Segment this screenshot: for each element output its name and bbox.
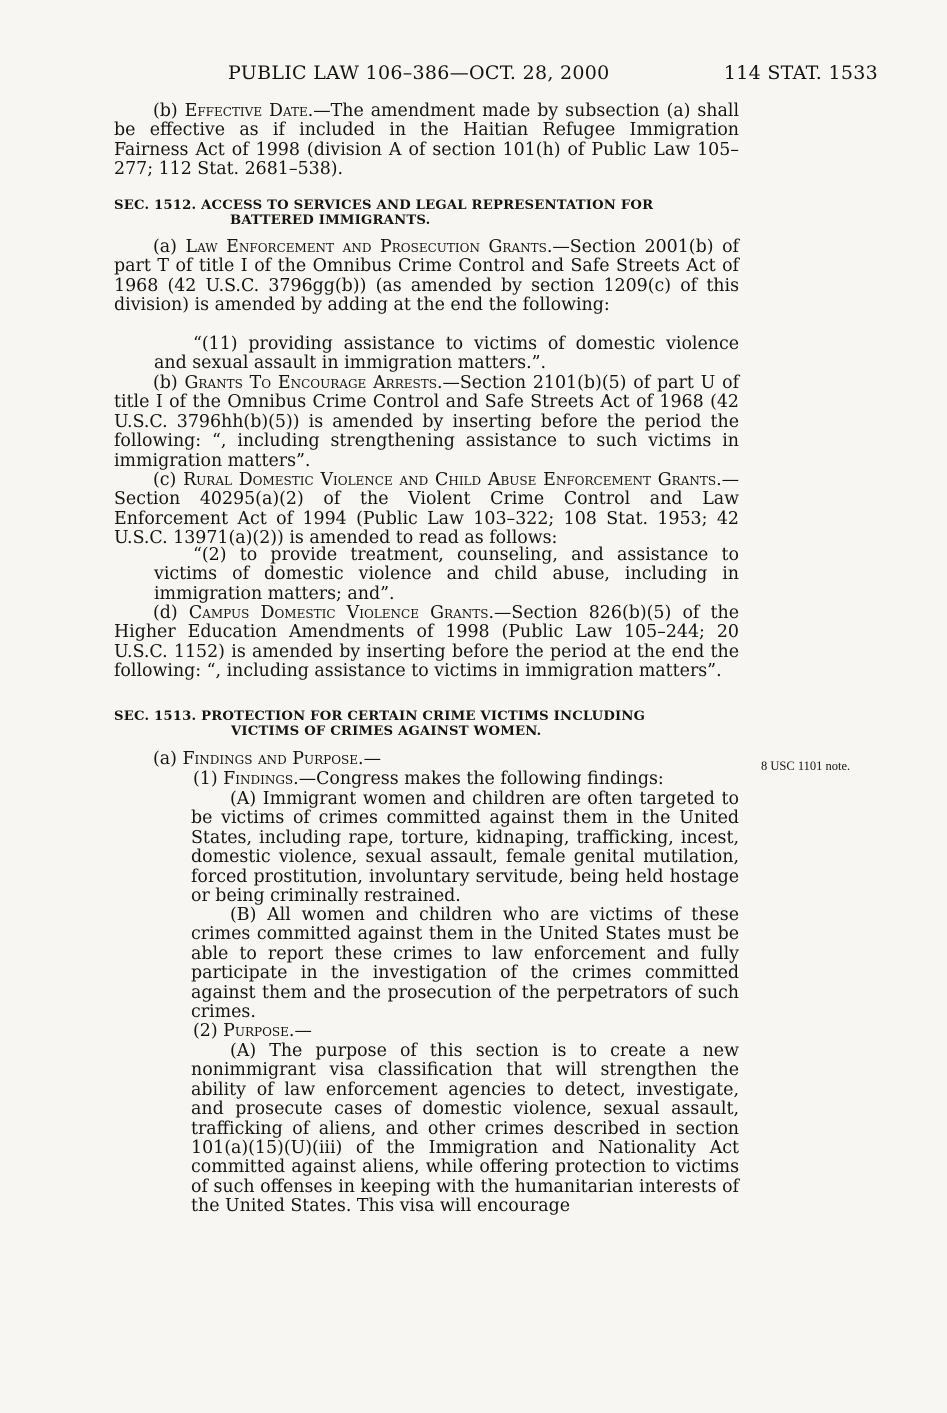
finding-B: (B) All women and children who are victims of these crimes committed against them in the United States must be able to report these crimes to law enforcement and fully participate in the investigation of the crimes committed against them and the prosecution of the perpetrators of such crimes. <box>191 905 739 1023</box>
quoted-paragraph-2: “(2) to provide treatment, counseling, and assistance to victims of domestic violence and child abuse, including in immigration matters; and”. <box>154 545 739 604</box>
quoted-paragraph-11: “(11) providing assistance to victims of domestic violence and sexual assault in immigration matters.”. <box>154 334 739 374</box>
finding-A: (A) Immigrant women and children are often targeted to be victims of crimes committed against them in the United States, including rape, torture, kidnaping, trafficking, incest, domestic violence, sexual assault, female genital mutilation, forced prostitution, involuntary servitude, being held hostage or being criminally restrained. <box>191 789 739 907</box>
purpose-A: (A) The purpose of this section is to create a new nonimmigrant visa classification that will strengthen the ability of law enforcement agencies to detect, investigate, and prosecute cases of domestic violence, sexual assault, trafficking of aliens, and other crimes described in section 101(a)(15)(U)(iii) of the Immigration and Nationality Act committed against aliens, while offering protection to victims of such offenses in keeping with the humanitarian interests of the United States. This visa will encourage <box>191 1041 739 1217</box>
section-1513-heading: SEC. 1513. PROTECTION FOR CERTAIN CRIME VICTIMS INCLUDING VICTIMS OF CRIMES AGAINST WOMEN. <box>114 709 646 739</box>
paragraph-a-law-enforcement: (a) Law Enforcement and Prosecution Grants.—Section 2001(b) of part T of title I of the Omnibus Crime Control and Safe Streets Act of 1968 (42 U.S.C. 3796gg(b)) (as amended by section 1209(c) of this division) is amended by adding at the end the following: <box>114 237 739 316</box>
paragraph-heading: Effective Date. <box>184 101 314 121</box>
paragraph-2-purpose: (2) Purpose.— <box>193 1021 312 1041</box>
paragraph-heading: Grants To Encourage Arrests. <box>184 373 443 393</box>
paragraph-1-findings: (1) Findings.—Congress makes the following findings: <box>193 769 664 789</box>
paragraph-heading: Purpose. <box>223 1021 295 1041</box>
paragraph-c-rural-grants: (c) Rural Domestic Violence and Child Abuse Enforcement Grants.—Section 40295(a)(2) of the Violent Crime Control and Law Enforcement Act of 1994 (Public Law 103–322; 108 Stat. 1953; 42 U.S.C. 13971(a)(2)) is amended to read as follows: <box>114 470 740 549</box>
paragraph-heading: Findings and Purpose. <box>182 749 364 769</box>
paragraph-b-effective-date: (b) Effective Date.—The amendment made by subsection (a) shall be effective as if included in the Haitian Refugee Immigration Fairness Act of 1998 (division A of section 101(h) of Public Law 105–277; 112 Stat. 2681–538). <box>114 101 740 180</box>
section-1512-heading: SEC. 1512. ACCESS TO SERVICES AND LEGAL REPRESENTATION FOR BATTERED IMMIGRANTS. <box>114 198 654 228</box>
paragraph-d-campus-grants: (d) Campus Domestic Violence Grants.—Section 826(b)(5) of the Higher Education Amendments of 1998 (Public Law 105–244; 20 U.S.C. 1152) is amended by inserting before the period at the end the following: “, including assistance to victims in immigration matters”. <box>114 603 740 682</box>
paragraph-heading: Rural Domestic Violence and Child Abuse Enforcement Grants. <box>183 470 722 490</box>
paragraph-a-findings-purpose: (a) Findings and Purpose.— <box>153 749 381 769</box>
running-head: PUBLIC LAW 106–386—OCT. 28, 2000 <box>228 62 610 84</box>
paragraph-heading: Findings. <box>223 769 299 789</box>
paragraph-b-grants-arrests: (b) Grants To Encourage Arrests.—Section 2101(b)(5) of part U of title I of the Omnibus Crime Control and Safe Streets Act of 1968 (42 U.S.C. 3796hh(b)(5)) is amended by inserting before the period the following: “, including strengthening assistance to such victims in immigration matters”. <box>114 373 740 471</box>
margin-note: 8 USC 1101 note. <box>761 759 851 773</box>
stat-page-number: 114 STAT. 1533 <box>723 62 878 84</box>
paragraph-heading: Law Enforcement and Prosecution Grants. <box>185 237 553 257</box>
paragraph-heading: Campus Domestic Violence Grants. <box>188 603 495 623</box>
page-header <box>228 62 878 86</box>
